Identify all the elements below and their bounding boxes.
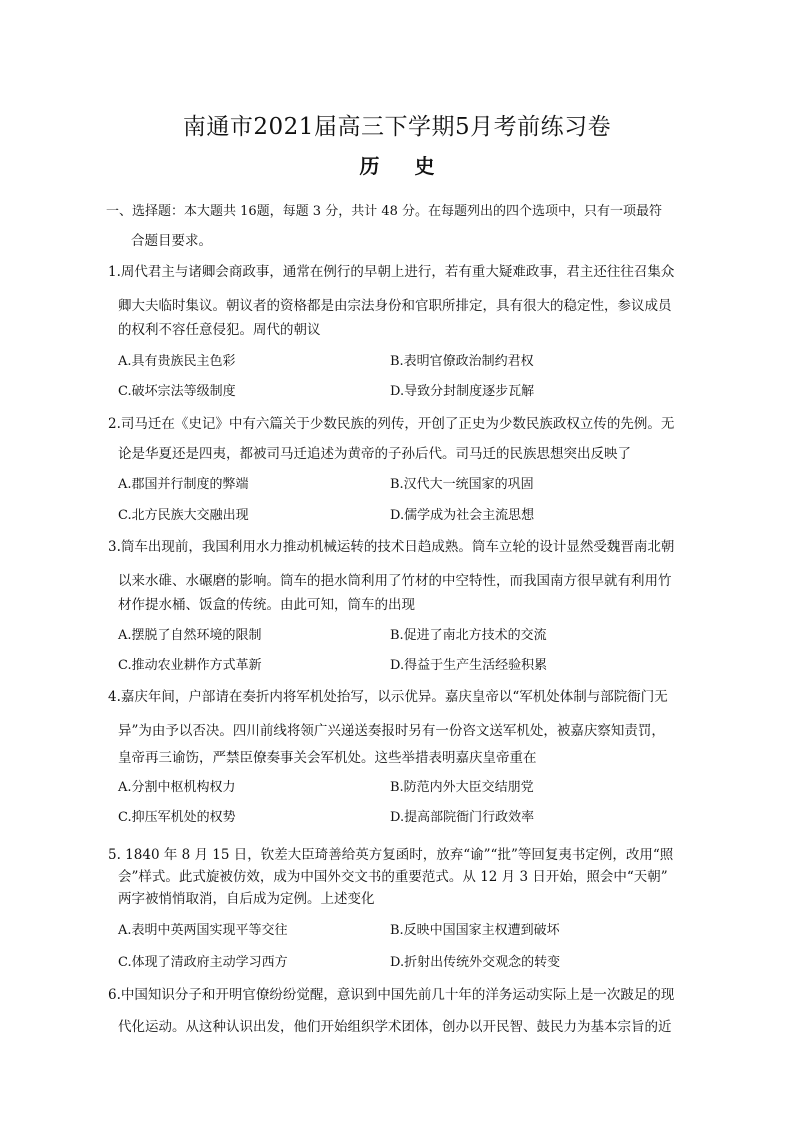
question-3-line-1: 3.筒车出现前，我国利用水力推动机械运转的技术日趋成熟。筒车立轮的设计显然受魏晋南北朝: [108, 539, 675, 555]
question-5-line-2: 会”样式。此式旋被仿效，成为中国外交文书的重要范式。从 12 月 3 日开始，照会中“天朝”: [118, 869, 668, 885]
question-3-option-b: B.促进了南北方技术的交流: [390, 628, 547, 643]
question-1-line-1: 1.周代君主与诸卿会商政事，通常在例行的早朝上进行，若有重大疑难政事，君主还往往召集众: [108, 264, 675, 280]
question-3-option-c: C.推动农业耕作方式革新: [118, 658, 262, 673]
question-4-option-a: A.分割中枢机构权力: [118, 780, 236, 795]
question-5-line-1: 5. 1840 年 8 月 15 日，钦差大臣琦善给英方复函时，放弃“谕”“批”等回复夷书定例，改用“照: [108, 847, 674, 863]
question-4-line-3: 皇帝再三谕饬，严禁臣僚奏事关会军机处。这些举措表明嘉庆皇帝重在: [118, 750, 537, 766]
question-2-option-a: A.郡国并行制度的弊端: [118, 477, 249, 492]
question-2-option-d: D.儒学成为社会主流思想: [390, 508, 535, 523]
question-2-line-2: 论是华夏还是四夷，都被司马迁追述为黄帝的子孙后代。司马迁的民族思想突出反映了: [118, 446, 631, 462]
question-4-option-b: B.防范内外大臣交结朋党: [390, 780, 534, 795]
question-1-line-2: 卿大夫临时集议。朝议者的资格都是由宗法身份和官职所排定，具有很大的稳定性，参议成员: [118, 298, 672, 314]
question-4-option-c: C.抑压军机处的权势: [118, 810, 236, 825]
question-5-option-a: A.表明中英两国实现平等交往: [118, 923, 288, 938]
section-instructions-line-2: 合题目要求。: [131, 233, 212, 249]
question-5-option-c: C.体现了清政府主动学习西方: [118, 955, 288, 970]
question-6-line-1: 6.中国知识分子和开明官僚纷纷觉醒，意识到中国先前几十年的洋务运动实际上是一次跛足的现: [108, 987, 675, 1003]
question-3-option-a: A.摆脱了自然环境的限制: [118, 628, 262, 643]
question-5-option-b: B.反映中国国家主权遭到破坏: [390, 923, 560, 938]
question-6-line-2: 代化运动。从这种认识出发，他们开始组织学术团体，创办以开民智、鼓民力为基本宗旨的近: [118, 1019, 672, 1035]
question-1-option-c: C.破坏宗法等级制度: [118, 384, 236, 399]
page-title: 南通市2021届高三下学期5月考前练习卷: [182, 114, 612, 140]
question-4-line-1: 4.嘉庆年间，户部请在奏折内将军机处抬写，以示优异。嘉庆皇帝以“军机处体制与部院衙门无: [108, 689, 668, 705]
question-5-option-d: D.折射出传统外交观念的转变: [390, 955, 561, 970]
question-1-line-3: 的权利不容任意侵犯。周代的朝议: [118, 322, 321, 338]
question-2-option-c: C.北方民族大交融出现: [118, 508, 249, 523]
question-1-option-a: A.具有贵族民主色彩: [118, 354, 236, 369]
question-4-option-d: D.提高部院衙门行政效率: [390, 810, 535, 825]
question-5-line-3: 两字被悄悄取消，自后成为定例。上述变化: [118, 891, 375, 907]
subject-heading: 历 史: [359, 154, 449, 178]
question-1-option-d: D.导致分封制度逐步瓦解: [390, 384, 535, 399]
question-3-option-d: D.得益于生产生活经验积累: [390, 658, 548, 673]
question-3-line-3: 材作提水桶、饭盒的传统。由此可知，筒车的出现: [118, 597, 415, 613]
question-2-option-b: B.汉代大一统国家的巩固: [390, 477, 534, 492]
question-1-option-b: B.表明官僚政治制约君权: [390, 354, 534, 369]
section-instructions-line-1: 一、选择题：本大题共 16题，每题 3 分，共计 48 分。在每题列出的四个选项中，只有一项最符: [106, 204, 663, 219]
question-4-line-2: 异”为由予以否决。四川前线将领广兴递送奏报时另有一份咨文送军机处，被嘉庆察知责罚，: [118, 723, 665, 739]
question-3-line-2: 以来水碓、水碾磨的影响。筒车的挹水筒利用了竹材的中空特性，而我国南方很早就有利用竹: [118, 573, 672, 589]
question-2-line-1: 2.司马迁在《史记》中有六篇关于少数民族的列传，开创了正史为少数民族政权立传的先例。无: [108, 416, 675, 432]
